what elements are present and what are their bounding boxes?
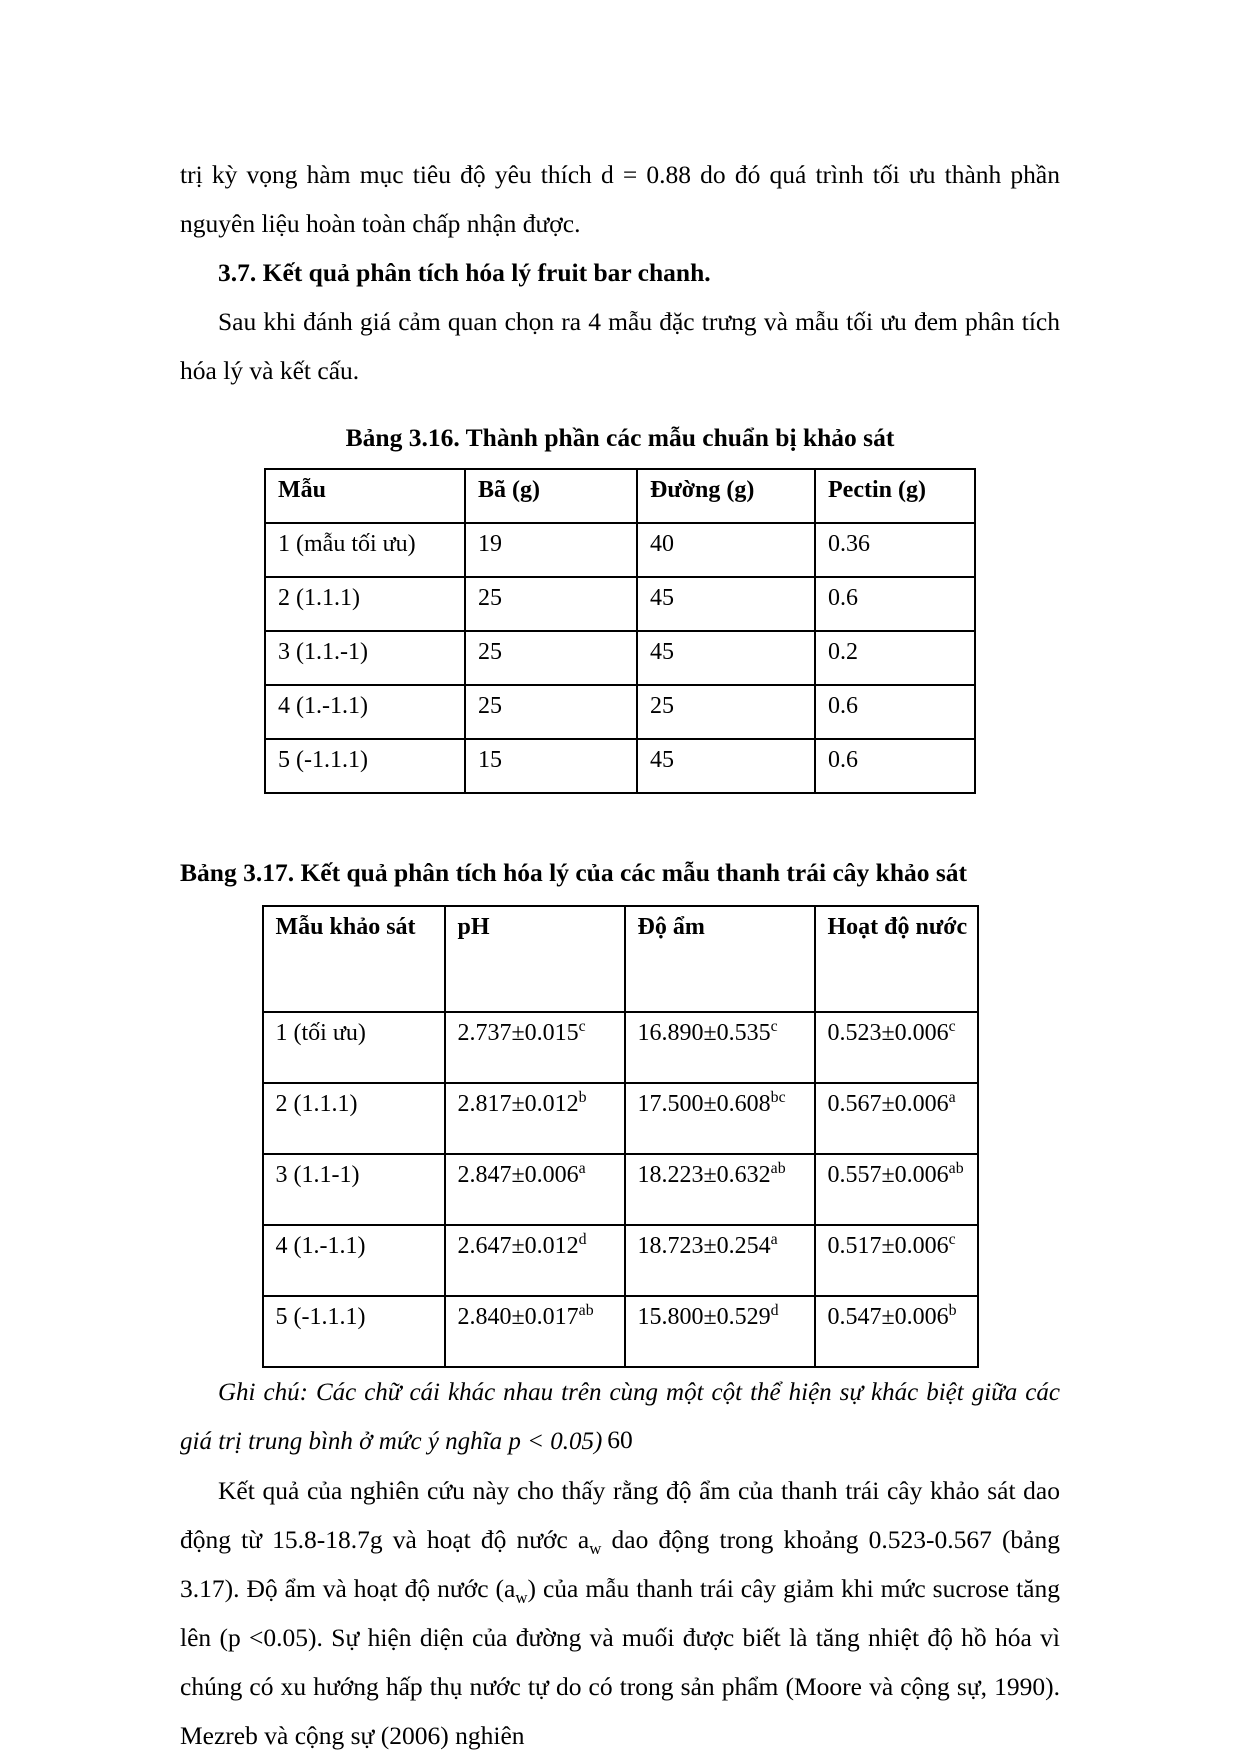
table-317-caption: Bảng 3.17. Kết quả phân tích hóa lý của các mẫu thanh trái cây khảo sát [180,858,968,887]
table-316-cell: 0.6 [815,739,975,793]
value: 2.647±0.012 [457,1233,579,1259]
discussion-part-1: Kết quả của nghiên cứu này cho thấy rằng độ ẩm của thanh trái cây khảo sát dao động từ 15.8-18.7g và hoạt độ nước a [180,1476,1060,1554]
value: 17.500±0.608 [637,1091,771,1117]
table-317-cell-moisture [625,1083,815,1154]
discussion-paragraph [180,1466,1060,1760]
table-316-cell: 45 [637,577,815,631]
spacer [180,794,1060,848]
value: 2.847±0.006 [457,1162,579,1188]
table-317-header-row [263,906,978,1012]
intro-paragraph-2: Sau khi đánh giá cảm quan chọn ra 4 mẫu đặc trưng và mẫu tối ưu đem phân tích hóa lý và kết cấu. [180,307,1060,385]
table-316-cell: 0.6 [815,685,975,739]
value: 0.547±0.006 [827,1304,949,1330]
section-heading-3-7 [180,248,1060,297]
table-316-caption [180,413,1060,462]
table-317-cell-ph [445,1083,625,1154]
table-row [265,577,975,631]
table-316-cell: 45 [637,631,815,685]
significance-letter: c [948,1018,956,1035]
table-317-cell-sample: 5 (-1.1.1) [263,1296,445,1367]
table-316-cell: 40 [637,523,815,577]
aw-subscript-1: w [589,1539,602,1559]
significance-letter: a [770,1231,778,1248]
table-316-cell: 25 [637,685,815,739]
significance-letter: bc [770,1089,786,1106]
table-316-col-header-mau: Mẫu [265,469,465,523]
table-317-cell-moisture [625,1225,815,1296]
table-317-cell-sample: 2 (1.1.1) [263,1083,445,1154]
significance-letter: ab [578,1302,594,1319]
table-317 [262,905,979,1368]
table-316-cell: 25 [465,631,637,685]
table-row [263,1296,978,1367]
table-316-cell: 45 [637,739,815,793]
significance-letter: ab [948,1160,964,1177]
table-317-cell-moisture [625,1154,815,1225]
significance-letter: a [578,1160,586,1177]
value: 2.840±0.017 [457,1304,579,1330]
table-316-cell: 2 (1.1.1) [265,577,465,631]
table-316-col-header-ba: Bã (g) [465,469,637,523]
table-row [265,523,975,577]
table-316-cell: 0.6 [815,577,975,631]
note-text: Các chữ cái khác nhau trên cùng một cột thể hiện sự khác biệt giữa các giá trị trung bình ở mức ý nghĩa p < 0.05) [180,1379,1061,1455]
table-317-cell-sample: 3 (1.1-1) [263,1154,445,1225]
table-row [263,1154,978,1225]
intro-paragraph-1: trị kỳ vọng hàm mục tiêu độ yêu thích d = 0.88 do đó quá trình tối ưu thành phần nguyên liệu hoàn toàn chấp nhận được. [180,160,1060,238]
table-316-caption-text: . Thành phần các mẫu chuẩn bị khảo sát [453,423,895,452]
discussion-part-2: dao động trong khoảng 0.523-0.567 (bảng 3.17). Độ ẩm và hoạt độ nước (a [180,1525,1061,1603]
table-317-cell-aw [815,1296,978,1367]
table-317-cell-sample: 1 (tối ưu) [263,1012,445,1083]
table-316-cell: 19 [465,523,637,577]
table-row [265,739,975,793]
note-label: Ghi chú: [218,1379,308,1406]
section-heading-bold: 3.7. Kết quả phân tích hóa lý [218,258,532,287]
table-row [263,1012,978,1083]
discussion-part-3: ) của mẫu thanh trái cây giảm khi mức sucrose tăng lên (p <0.05). Sự hiện diện của đường và muối được biết là tăng nhiệt độ hồ hóa vì chúng có xu hướng hấp thụ nước tự do có trong sản phẩm (Moore và cộng sự, 1990). Mezreb và cộng sự (2006) nghiên [180,1574,1060,1750]
table-317-cell-aw [815,1012,978,1083]
table-317-cell-ph [445,1154,625,1225]
table-row [265,685,975,739]
page-number: 60 [607,1425,633,1454]
page-content [180,150,1060,1760]
significance-letter: b [578,1089,587,1106]
significance-letter: c [578,1018,586,1035]
significance-letter: d [578,1231,587,1248]
value: 0.567±0.006 [827,1091,949,1117]
table-316-cell: 3 (1.1.-1) [265,631,465,685]
value: 0.557±0.006 [827,1162,949,1188]
significance-letter: a [948,1089,956,1106]
table-row [263,1083,978,1154]
table-row [265,631,975,685]
table-317-cell-aw [815,1083,978,1154]
table-317-container [180,905,1060,1368]
table-316-cell: 15 [465,739,637,793]
table-317-col-header-ph: pH [445,906,625,1012]
table-row [263,1225,978,1296]
value: 15.800±0.529 [637,1304,771,1330]
table-316-header-row [265,469,975,523]
value: 0.523±0.006 [827,1020,949,1046]
table-316-cell: 4 (1.-1.1) [265,685,465,739]
table-317-cell-moisture [625,1012,815,1083]
section-heading-rest: fruit bar chanh. [531,258,711,287]
value: 0.517±0.006 [827,1233,949,1259]
table-316-cell: 5 (-1.1.1) [265,739,465,793]
value: 2.737±0.015 [457,1020,579,1046]
table-316-cell: 0.36 [815,523,975,577]
spacer [180,395,1060,413]
table-316 [264,468,976,794]
table-317-cell-ph [445,1012,625,1083]
value: 18.723±0.254 [637,1233,771,1259]
table-316-col-header-duong: Đường (g) [637,469,815,523]
table-317-col-header-mau-khao-sat: Mẫu khảo sát [263,906,445,1012]
table-317-cell-ph [445,1225,625,1296]
significance-letter: b [948,1302,957,1319]
table-317-col-header-do-am: Độ ẩm [625,906,815,1012]
significance-letter: ab [770,1160,786,1177]
table-316-cell: 1 (mẫu tối ưu) [265,523,465,577]
significance-letter: d [770,1302,779,1319]
significance-letter: c [948,1231,956,1248]
aw-subscript-2: w [515,1588,528,1608]
table-316-cell: 0.2 [815,631,975,685]
table-317-cell-aw [815,1225,978,1296]
value: 2.817±0.012 [457,1091,579,1117]
table-317-cell-moisture [625,1296,815,1367]
table-317-cell-aw [815,1154,978,1225]
table-317-col-header-hoat-do-nuoc: Hoạt độ nước [815,906,978,1012]
value: 16.890±0.535 [637,1020,771,1046]
table-316-cell: 25 [465,685,637,739]
table-316-cell: 25 [465,577,637,631]
table-317-cell-sample: 4 (1.-1.1) [263,1225,445,1296]
table-317-cell-ph [445,1296,625,1367]
significance-letter: c [770,1018,778,1035]
table-316-col-header-pectin: Pectin (g) [815,469,975,523]
table-316-container [180,468,1060,794]
table-316-caption-number: Bảng 3.16 [345,423,454,452]
value: 18.223±0.632 [637,1162,771,1188]
